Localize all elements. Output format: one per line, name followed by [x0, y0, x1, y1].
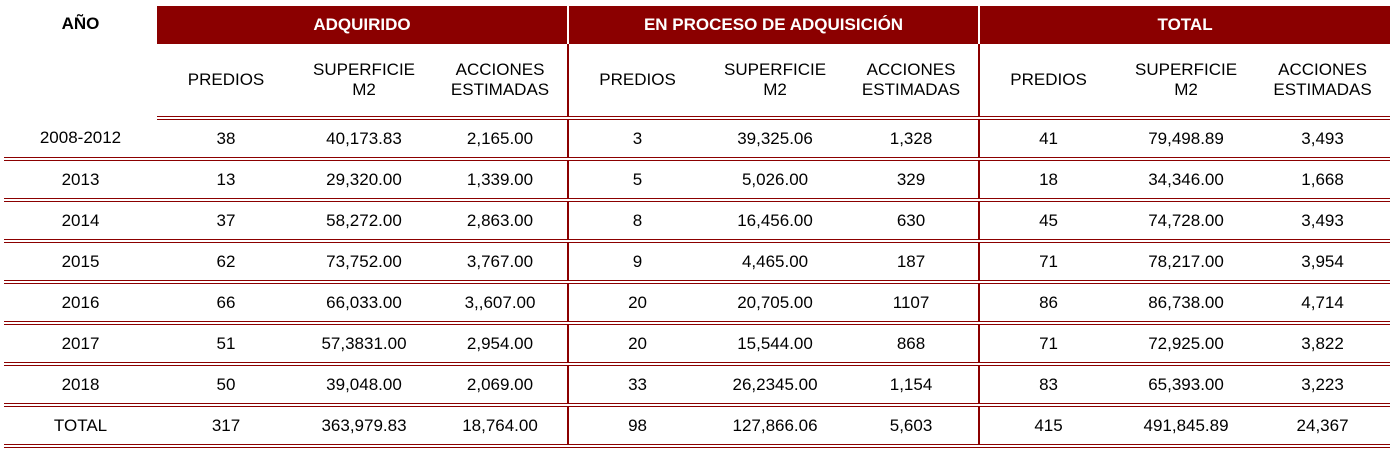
col-header-predios: PREDIOS	[157, 44, 295, 118]
total-superficie-cell: 74,728.00	[1117, 200, 1255, 241]
proc-acciones-cell: 868	[844, 323, 979, 364]
col-header-acciones: ACCIONES ESTIMADAS	[433, 44, 568, 118]
adq-superficie-cell: 73,752.00	[295, 241, 433, 282]
proc-superficie-cell: 127,866.06	[706, 405, 844, 446]
adq-predios-cell: 50	[157, 364, 295, 405]
adq-acciones-cell: 2,863.00	[433, 200, 568, 241]
table-row	[4, 159, 1390, 200]
total-acciones-cell: 3,822	[1255, 323, 1390, 364]
adq-acciones-cell: 2,165.00	[433, 118, 568, 159]
year-cell: 2017	[4, 323, 157, 364]
adq-predios-cell: 38	[157, 118, 295, 159]
col-header-acciones: ACCIONES ESTIMADAS	[844, 44, 979, 118]
total-predios-cell: 71	[979, 323, 1117, 364]
year-cell: 2018	[4, 364, 157, 405]
adq-superficie-cell: 66,033.00	[295, 282, 433, 323]
col-header-predios: PREDIOS	[568, 44, 706, 118]
total-acciones-cell: 3,954	[1255, 241, 1390, 282]
year-cell: 2014	[4, 200, 157, 241]
total-acciones-cell: 3,223	[1255, 364, 1390, 405]
col-header-predios: PREDIOS	[979, 44, 1117, 118]
proc-superficie-cell: 39,325.06	[706, 118, 844, 159]
proc-predios-cell: 8	[568, 200, 706, 241]
proc-acciones-cell: 5,603	[844, 405, 979, 446]
total-acciones-cell: 24,367	[1255, 405, 1390, 446]
group-header-total: TOTAL	[979, 6, 1390, 44]
total-acciones-cell: 4,714	[1255, 282, 1390, 323]
total-acciones-cell: 3,493	[1255, 118, 1390, 159]
total-predios-cell: 86	[979, 282, 1117, 323]
year-cell: TOTAL	[4, 405, 157, 446]
table-row	[4, 323, 1390, 364]
year-cell: 2008-2012	[4, 118, 157, 159]
proc-predios-cell: 20	[568, 323, 706, 364]
adq-superficie-cell: 57,3831.00	[295, 323, 433, 364]
col-header-superficie: SUPERFICIE M2	[295, 44, 433, 118]
col-header-superficie: SUPERFICIE M2	[706, 44, 844, 118]
proc-superficie-cell: 26,2345.00	[706, 364, 844, 405]
year-cell: 2013	[4, 159, 157, 200]
group-header-en-proceso: EN PROCESO DE ADQUISICIÓN	[568, 6, 979, 44]
sub-header-row	[4, 44, 1390, 118]
adq-superficie-cell: 40,173.83	[295, 118, 433, 159]
proc-predios-cell: 33	[568, 364, 706, 405]
total-superficie-cell: 86,738.00	[1117, 282, 1255, 323]
adq-predios-cell: 13	[157, 159, 295, 200]
total-row	[4, 405, 1390, 446]
group-header-adquirido: ADQUIRIDO	[157, 6, 568, 44]
proc-acciones-cell: 1,154	[844, 364, 979, 405]
total-predios-cell: 41	[979, 118, 1117, 159]
col-header-superficie: SUPERFICIE M2	[1117, 44, 1255, 118]
total-predios-cell: 18	[979, 159, 1117, 200]
proc-superficie-cell: 4,465.00	[706, 241, 844, 282]
proc-acciones-cell: 1107	[844, 282, 979, 323]
adq-acciones-cell: 2,954.00	[433, 323, 568, 364]
proc-superficie-cell: 15,544.00	[706, 323, 844, 364]
adq-superficie-cell: 29,320.00	[295, 159, 433, 200]
adq-acciones-cell: 3,767.00	[433, 241, 568, 282]
acquisition-table	[4, 6, 1390, 448]
proc-acciones-cell: 630	[844, 200, 979, 241]
proc-predios-cell: 9	[568, 241, 706, 282]
total-superficie-cell: 491,845.89	[1117, 405, 1255, 446]
proc-predios-cell: 98	[568, 405, 706, 446]
total-superficie-cell: 79,498.89	[1117, 118, 1255, 159]
table-row	[4, 200, 1390, 241]
adq-predios-cell: 37	[157, 200, 295, 241]
adq-superficie-cell: 39,048.00	[295, 364, 433, 405]
adq-predios-cell: 66	[157, 282, 295, 323]
adq-acciones-cell: 3,,607.00	[433, 282, 568, 323]
total-superficie-cell: 72,925.00	[1117, 323, 1255, 364]
year-header: AÑO	[4, 6, 157, 118]
table-row	[4, 241, 1390, 282]
proc-superficie-cell: 20,705.00	[706, 282, 844, 323]
adq-acciones-cell: 18,764.00	[433, 405, 568, 446]
table-row	[4, 118, 1390, 159]
total-superficie-cell: 65,393.00	[1117, 364, 1255, 405]
proc-predios-cell: 5	[568, 159, 706, 200]
table-body	[4, 118, 1390, 446]
col-header-acciones: ACCIONES ESTIMADAS	[1255, 44, 1390, 118]
adq-predios-cell: 62	[157, 241, 295, 282]
adq-superficie-cell: 58,272.00	[295, 200, 433, 241]
total-predios-cell: 71	[979, 241, 1117, 282]
total-acciones-cell: 1,668	[1255, 159, 1390, 200]
adq-predios-cell: 51	[157, 323, 295, 364]
total-predios-cell: 45	[979, 200, 1117, 241]
total-superficie-cell: 34,346.00	[1117, 159, 1255, 200]
adq-predios-cell: 317	[157, 405, 295, 446]
proc-acciones-cell: 1,328	[844, 118, 979, 159]
proc-superficie-cell: 5,026.00	[706, 159, 844, 200]
proc-superficie-cell: 16,456.00	[706, 200, 844, 241]
adq-acciones-cell: 1,339.00	[433, 159, 568, 200]
year-cell: 2015	[4, 241, 157, 282]
group-header-row	[4, 6, 1390, 44]
adq-superficie-cell: 363,979.83	[295, 405, 433, 446]
table-row	[4, 364, 1390, 405]
total-acciones-cell: 3,493	[1255, 200, 1390, 241]
total-predios-cell: 83	[979, 364, 1117, 405]
total-predios-cell: 415	[979, 405, 1117, 446]
proc-acciones-cell: 187	[844, 241, 979, 282]
proc-predios-cell: 20	[568, 282, 706, 323]
adq-acciones-cell: 2,069.00	[433, 364, 568, 405]
total-superficie-cell: 78,217.00	[1117, 241, 1255, 282]
year-cell: 2016	[4, 282, 157, 323]
proc-acciones-cell: 329	[844, 159, 979, 200]
table-row	[4, 282, 1390, 323]
proc-predios-cell: 3	[568, 118, 706, 159]
